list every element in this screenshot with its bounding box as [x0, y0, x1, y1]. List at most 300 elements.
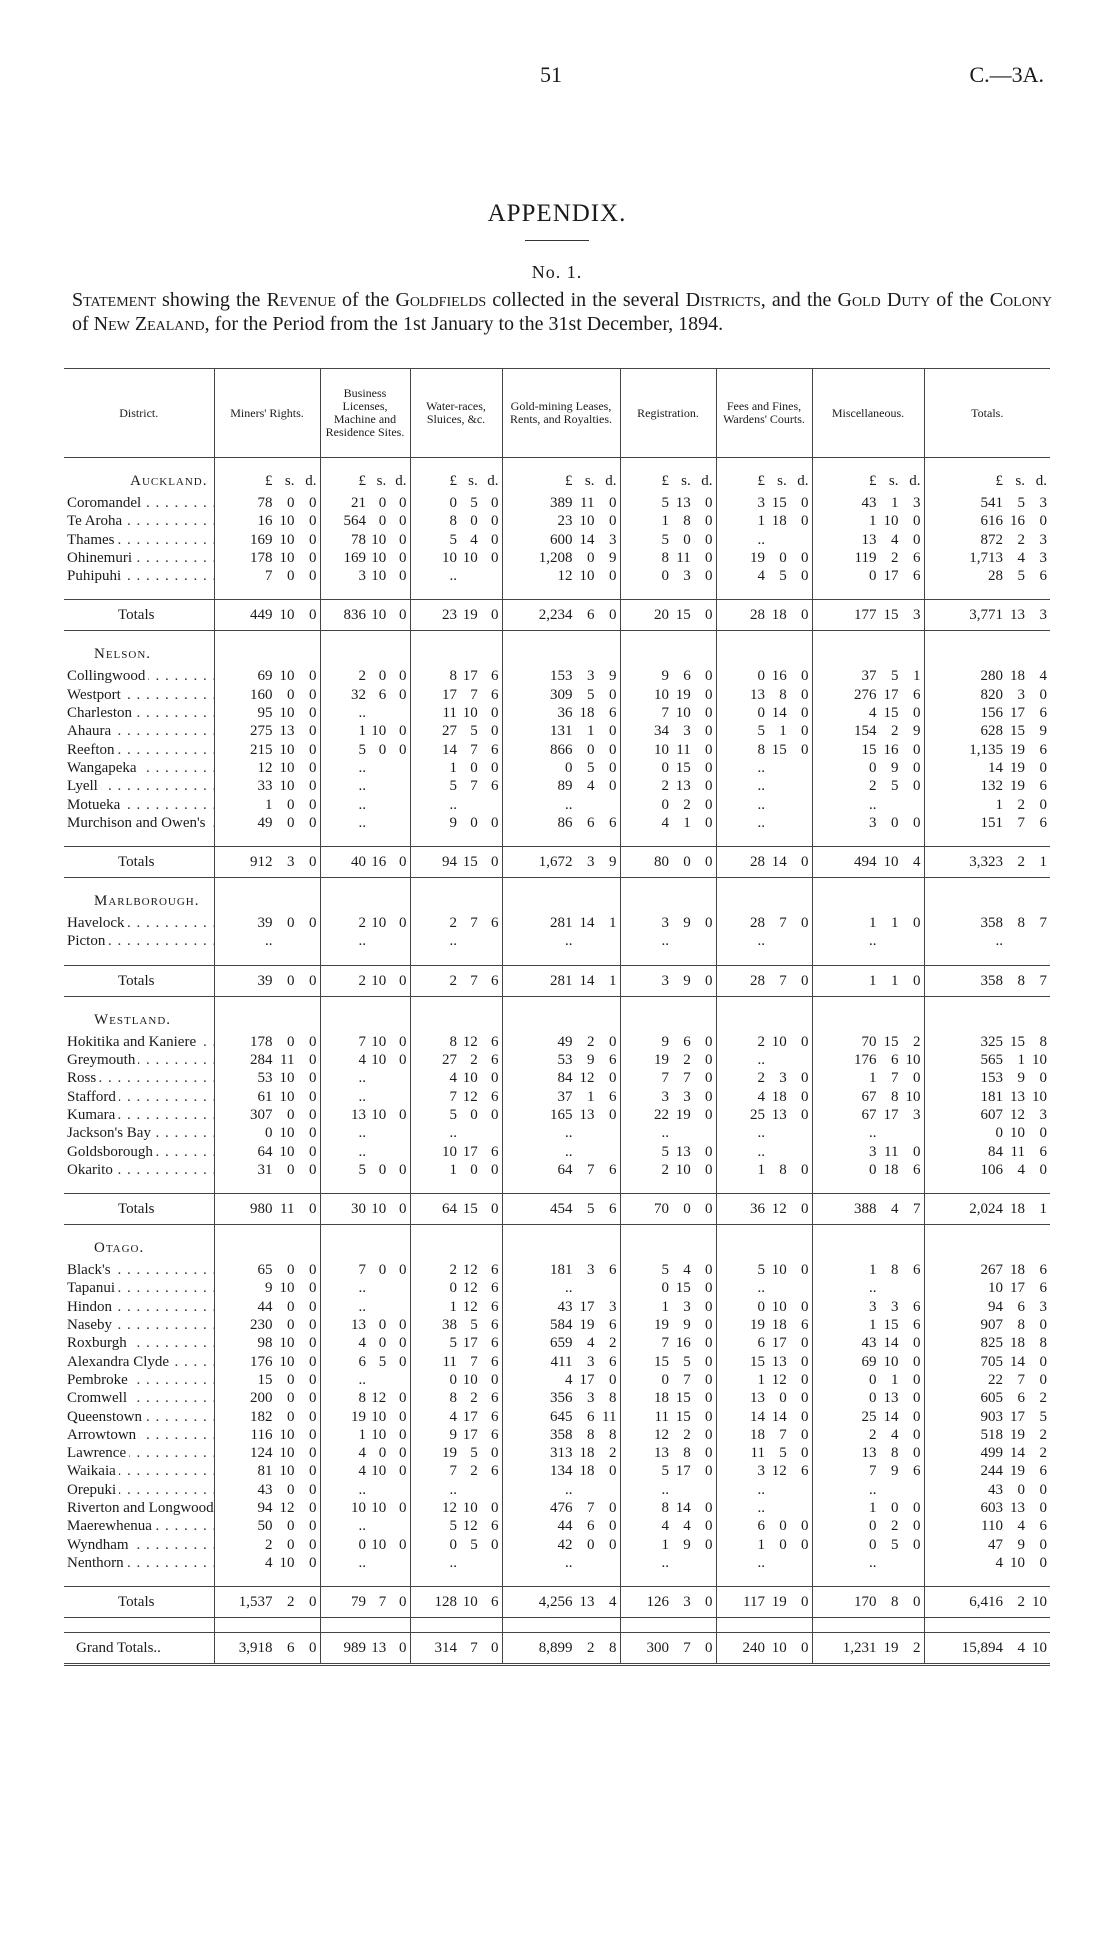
shillings-value: 10	[279, 705, 295, 722]
amount-cell	[410, 1499, 502, 1517]
spacer-cell	[812, 458, 924, 473]
amount	[414, 1408, 499, 1426]
amount-cell	[620, 1426, 716, 1444]
pounds-value: 64	[557, 1161, 573, 1178]
pence-value: 0	[309, 1106, 317, 1123]
pence-value: 0	[913, 513, 921, 530]
pence-value: 6	[1039, 1280, 1047, 1297]
pounds-value: 28	[988, 568, 1003, 585]
shillings-value: 0	[287, 1408, 295, 1425]
amount	[928, 777, 1048, 795]
amount	[928, 1426, 1048, 1444]
shillings-value: 2	[683, 1052, 691, 1069]
pence-value: 0	[913, 1070, 921, 1087]
pounds-value: 10	[350, 1499, 366, 1516]
shillings-value: 7	[587, 1161, 595, 1178]
pence-value: 0	[705, 1161, 713, 1178]
amount-cell	[812, 549, 924, 567]
spacer-row	[64, 996, 1050, 1011]
spacer-cell	[502, 1618, 620, 1633]
statement-term: Colony	[989, 289, 1053, 311]
pounds-value: 53	[257, 1070, 273, 1087]
pounds-value: 1,537	[238, 1594, 273, 1611]
pounds-value: 565	[980, 1052, 1003, 1069]
pounds-value: 1,231	[842, 1640, 877, 1657]
table-row	[64, 1279, 1050, 1297]
pence-value: 0	[705, 568, 713, 585]
pence-value: 4	[913, 854, 921, 871]
pence-value: 0	[309, 1070, 317, 1087]
empty-cell	[812, 1239, 924, 1261]
section-heading: Westland.	[94, 1012, 174, 1028]
amount	[624, 1143, 713, 1161]
pence-value	[787, 1554, 809, 1572]
pounds-value: 7	[661, 1335, 669, 1352]
amount	[506, 1408, 617, 1426]
title-rule	[525, 240, 589, 241]
pence-value: 0	[309, 1353, 317, 1370]
pounds-value: 4	[358, 1335, 366, 1352]
shillings-value: 0	[378, 513, 387, 530]
amount-cell	[502, 1481, 620, 1499]
pounds-value: 126	[646, 1594, 669, 1611]
amount	[816, 1279, 921, 1297]
district-cell	[64, 814, 214, 832]
shillings-value: 7	[470, 778, 478, 795]
amount-cell	[502, 549, 620, 567]
pounds-value: 9	[449, 1426, 457, 1443]
shillings-value: 3	[1017, 686, 1025, 703]
shillings-value: 15	[883, 607, 899, 624]
pounds-value: 23	[557, 513, 573, 530]
pence-value: 3	[609, 1298, 617, 1315]
shillings-value: 10	[1010, 1554, 1025, 1571]
shillings-value: 2	[1017, 796, 1025, 813]
shillings-value: 5	[587, 686, 595, 703]
pounds-value: ..	[358, 1554, 366, 1571]
shillings-value: 0	[287, 1518, 295, 1535]
amount-cell	[924, 1124, 1050, 1142]
pence-value: 0	[399, 1408, 407, 1425]
pence-value: 0	[609, 1518, 617, 1535]
amount-cell	[410, 600, 502, 631]
empty-cell	[812, 1011, 924, 1033]
amount	[928, 1194, 1048, 1224]
amount-cell	[620, 847, 716, 878]
pence-value: 0	[491, 1070, 499, 1087]
amount-cell	[620, 1389, 716, 1407]
pounds-value: 1	[757, 1161, 765, 1178]
spacer-row	[64, 1618, 1050, 1633]
pence-value: 0	[399, 568, 407, 585]
pence-value: 0	[705, 1088, 713, 1105]
pounds-value: 0	[449, 1280, 457, 1297]
column-header: Miscellaneous.	[812, 369, 924, 458]
shillings-value: 2	[683, 796, 691, 813]
pence-value: 6	[491, 778, 499, 795]
amount	[928, 1499, 1048, 1517]
pounds-value: 11	[442, 1353, 457, 1370]
shillings-value: 16	[771, 668, 787, 685]
amount-cell	[410, 1444, 502, 1462]
pence-value	[899, 1124, 921, 1142]
amount-cell	[214, 1517, 320, 1535]
section-heading-row	[64, 1239, 1050, 1261]
amount-cell	[716, 1161, 812, 1179]
pence-value	[386, 1481, 406, 1499]
amount	[414, 1106, 499, 1124]
amount-cell	[502, 932, 620, 950]
spacer-row	[64, 1179, 1050, 1194]
district-cell	[64, 1143, 214, 1161]
pounds-value: 44	[557, 1518, 573, 1535]
pence-value: 0	[399, 972, 407, 989]
shillings-value: 8	[779, 686, 787, 703]
spacer-cell	[620, 832, 716, 847]
amount-cell	[812, 1334, 924, 1352]
pounds-value: 169	[343, 549, 366, 566]
amount-cell	[502, 1051, 620, 1069]
table-row	[64, 741, 1050, 759]
spacer-cell	[320, 1618, 410, 1633]
amount	[506, 1536, 617, 1554]
pence-value: 0	[801, 1408, 809, 1425]
pounds-value: ..	[869, 1481, 877, 1498]
shillings-value: 2	[891, 1518, 899, 1535]
amount-cell	[716, 1481, 812, 1499]
pence-value: 6	[913, 1463, 921, 1480]
shillings-value: 15	[883, 705, 899, 722]
pounds-value: 8	[449, 668, 457, 685]
amount	[816, 1517, 921, 1535]
shillings-value: 0	[287, 1262, 295, 1279]
amount	[218, 759, 317, 777]
unit-label: d.	[797, 473, 809, 489]
amount	[218, 667, 317, 685]
amount-cell	[716, 1143, 812, 1161]
empty-cell	[410, 1239, 502, 1261]
spacer-cell	[410, 458, 502, 473]
amount	[506, 1334, 617, 1352]
shillings-value	[366, 1143, 386, 1161]
spacer-cell	[214, 1618, 320, 1633]
pence-value: 9	[1039, 723, 1047, 740]
amount-cell	[214, 531, 320, 549]
pence-value	[595, 1143, 617, 1161]
amount-cell	[320, 1517, 410, 1535]
pence-value: 2	[609, 1445, 617, 1462]
amount-cell	[924, 567, 1050, 585]
pounds-value: 836	[343, 607, 366, 624]
table-row	[64, 1161, 1050, 1179]
pounds-value: ..	[358, 796, 366, 813]
pounds-value: 10	[441, 549, 457, 566]
district-cell	[64, 494, 214, 512]
pounds-value: 15,894	[961, 1640, 1003, 1657]
spacer-cell	[716, 996, 812, 1011]
shillings-value: 4	[1017, 1640, 1025, 1657]
amount	[414, 814, 499, 832]
pounds-value: ..	[869, 1280, 877, 1297]
amount-cell	[620, 1033, 716, 1051]
pence-value	[787, 796, 809, 814]
shillings-value: 15	[771, 495, 787, 511]
amount	[720, 1051, 809, 1069]
pence-value	[787, 777, 809, 795]
table-row	[64, 1517, 1050, 1535]
pounds-value: 10	[654, 741, 669, 758]
shillings-value: 7	[779, 972, 787, 989]
pence-value	[386, 704, 406, 722]
pounds-value: 22	[988, 1371, 1003, 1388]
amount-cell	[716, 1279, 812, 1297]
shillings-value: 10	[279, 1463, 295, 1480]
statement-text: , for the Period from the 1st January to the 31st December, 1894.	[204, 313, 724, 335]
amount-cell	[812, 914, 924, 932]
pence-value: 0	[399, 1201, 407, 1218]
shillings-value	[669, 1554, 691, 1572]
pounds-value: 14	[988, 759, 1003, 776]
amount	[218, 1371, 317, 1389]
pounds-value: 8	[757, 741, 765, 758]
shillings-value: 11	[884, 1143, 899, 1160]
pence-value: 0	[705, 1518, 713, 1535]
pence-value: 0	[309, 668, 317, 685]
amount-cell	[620, 704, 716, 722]
table-row	[64, 1334, 1050, 1352]
amount-cell	[812, 1194, 924, 1225]
pence-value: 0	[913, 1390, 921, 1407]
pounds-value: ..	[358, 1518, 366, 1535]
empty-cell	[924, 1239, 1050, 1261]
pence-value: 0	[309, 568, 317, 585]
amount	[414, 932, 499, 950]
spacer-cell	[812, 832, 924, 847]
pence-value: 0	[1039, 759, 1047, 776]
pence-value: 6	[1039, 705, 1047, 722]
amount-cell	[214, 1444, 320, 1462]
pence-value: 0	[801, 1161, 809, 1178]
amount	[506, 1143, 617, 1161]
shillings-value: 8	[1017, 915, 1025, 932]
district-cell	[64, 1279, 214, 1297]
shillings-value	[366, 1517, 386, 1535]
pounds-value: ..	[358, 814, 366, 831]
column-header: Business Licenses, Machine and Residence Sites.	[320, 369, 410, 458]
pounds-value: ..	[757, 933, 765, 950]
pence-value: 0	[609, 723, 617, 740]
shillings-value: 5	[683, 1353, 691, 1370]
spacer-cell	[924, 832, 1050, 847]
amount-cell	[320, 1462, 410, 1480]
shillings-value: 17	[579, 1371, 595, 1388]
pence-value	[787, 814, 809, 832]
amount	[816, 1426, 921, 1444]
amount-cell	[716, 567, 812, 585]
shillings-value: 18	[883, 1161, 899, 1178]
shillings-value: 5	[1017, 568, 1025, 585]
pence-value: 0	[801, 1445, 809, 1462]
amount	[624, 1481, 713, 1499]
pence-value: 6	[609, 1201, 617, 1218]
amount-cell	[716, 1444, 812, 1462]
pence-value: 6	[491, 686, 499, 703]
pence-value: 0	[609, 1106, 617, 1123]
amount-cell	[214, 704, 320, 722]
amount-cell	[620, 686, 716, 704]
amount-cell	[620, 1106, 716, 1124]
amount	[506, 1389, 617, 1407]
shillings-value: 10	[371, 549, 387, 566]
pounds-value: 4	[869, 705, 877, 722]
pence-value: 0	[399, 1262, 407, 1279]
amount-cell	[410, 531, 502, 549]
pounds-value: 449	[250, 607, 273, 624]
amount-cell	[410, 1587, 502, 1618]
amount	[928, 1088, 1048, 1106]
amount-cell	[502, 1106, 620, 1124]
amount-cell	[924, 1143, 1050, 1161]
pounds-value: 1	[869, 915, 877, 932]
amount-cell	[716, 1587, 812, 1618]
amount-cell	[716, 1371, 812, 1389]
amount	[218, 1261, 317, 1279]
amount	[218, 1298, 317, 1316]
pence-value: 6	[609, 1088, 617, 1105]
shillings-value: 12	[371, 1390, 387, 1407]
spacer-row	[64, 631, 1050, 646]
amount	[720, 1426, 809, 1444]
district-name: Arrowtown	[67, 1427, 139, 1443]
shillings-value: 0	[1017, 1481, 1025, 1498]
amount	[624, 1069, 713, 1087]
empty-cell	[320, 892, 410, 914]
pounds-value: 5	[661, 1262, 669, 1279]
amount	[506, 494, 617, 512]
table-row	[64, 494, 1050, 512]
shillings-value: 17	[1010, 705, 1025, 722]
pounds-value: 6	[757, 1518, 765, 1535]
pounds-value: 34	[654, 723, 669, 740]
spacer-cell	[924, 585, 1050, 600]
pounds-value: 3	[869, 1143, 877, 1160]
pence-value	[787, 1143, 809, 1161]
pence-value: 0	[801, 1640, 809, 1657]
table-row	[64, 1261, 1050, 1279]
shillings-value: 15	[462, 1201, 478, 1218]
pence-value: 2	[609, 1335, 617, 1352]
shillings-value: 0	[779, 549, 787, 566]
pounds-value: 7	[358, 1033, 366, 1050]
pounds-value: 110	[981, 1518, 1003, 1535]
table-row	[64, 1554, 1050, 1572]
pounds-value: ..	[358, 1143, 366, 1160]
pounds-value: ..	[449, 796, 457, 813]
shillings-value: 10	[1010, 1125, 1025, 1142]
amount-cell	[410, 759, 502, 777]
amount-cell	[716, 1334, 812, 1352]
amount	[816, 932, 921, 950]
totals-label-cell	[64, 600, 214, 631]
pounds-value: 6	[358, 1353, 366, 1370]
amount-cell	[620, 777, 716, 795]
shillings-value: 3	[779, 1070, 787, 1087]
shillings-value: 0	[378, 1262, 387, 1279]
pounds-value: 705	[980, 1353, 1003, 1370]
pounds-value: 0	[661, 568, 669, 585]
shillings-value: 10	[371, 1536, 387, 1553]
spacer-cell	[320, 951, 410, 966]
amount-cell	[320, 1499, 410, 1517]
district-cell	[64, 1481, 214, 1499]
spacer-cell	[64, 878, 214, 893]
shillings-value	[765, 796, 787, 814]
amount-cell	[320, 1444, 410, 1462]
pence-value	[691, 1124, 713, 1142]
pounds-value: 69	[257, 668, 273, 685]
pounds-value: 19	[750, 549, 765, 566]
pounds-value: ..	[358, 1088, 366, 1105]
amount	[928, 847, 1048, 877]
pounds-value: 61	[257, 1088, 273, 1105]
shillings-value: 2	[1017, 854, 1025, 871]
pence-value: 0	[705, 1070, 713, 1087]
shillings-value	[273, 932, 295, 950]
pence-value: 6	[1039, 1463, 1047, 1480]
column-header: Gold-mining Leases, Rents, and Royalties.	[502, 369, 620, 458]
amount	[928, 1481, 1048, 1499]
pounds-value: 170	[854, 1594, 877, 1611]
spacer-cell	[502, 1179, 620, 1194]
pence-value: 0	[705, 1390, 713, 1407]
shillings-value: 9	[1017, 1536, 1025, 1553]
pence-value: 6	[609, 705, 617, 722]
pence-value: 1	[1039, 1201, 1047, 1218]
amount	[816, 549, 921, 567]
amount	[720, 494, 809, 512]
table-row	[64, 512, 1050, 530]
amount-cell	[716, 1316, 812, 1334]
amount-cell	[812, 741, 924, 759]
totals-label: Totals	[118, 973, 157, 989]
pounds-value: ..	[358, 778, 366, 795]
amount-cell	[924, 494, 1050, 512]
empty-cell	[716, 1239, 812, 1261]
pounds-value: ..	[661, 933, 669, 950]
pence-value: 6	[491, 1390, 499, 1407]
empty-cell	[410, 1011, 502, 1033]
district-cell	[64, 1554, 214, 1572]
pounds-value: 1	[869, 1499, 877, 1516]
shillings-value: 5	[470, 723, 478, 740]
shillings-value: 10	[371, 1499, 387, 1516]
shillings-value	[765, 531, 787, 549]
amount-cell	[502, 1462, 620, 1480]
amount	[414, 722, 499, 740]
pounds-value: 116	[250, 1426, 273, 1443]
amount	[414, 1194, 499, 1224]
pence-value: 0	[705, 1335, 713, 1352]
pence-value: 8	[609, 1426, 617, 1443]
pounds-value: 182	[250, 1408, 273, 1425]
amount-cell	[214, 1261, 320, 1279]
pounds-value: 128	[434, 1594, 457, 1611]
pence-value: 0	[705, 1201, 713, 1218]
spacer-cell	[502, 585, 620, 600]
amount-cell	[502, 741, 620, 759]
amount	[720, 759, 809, 777]
totals-row	[64, 600, 1050, 631]
